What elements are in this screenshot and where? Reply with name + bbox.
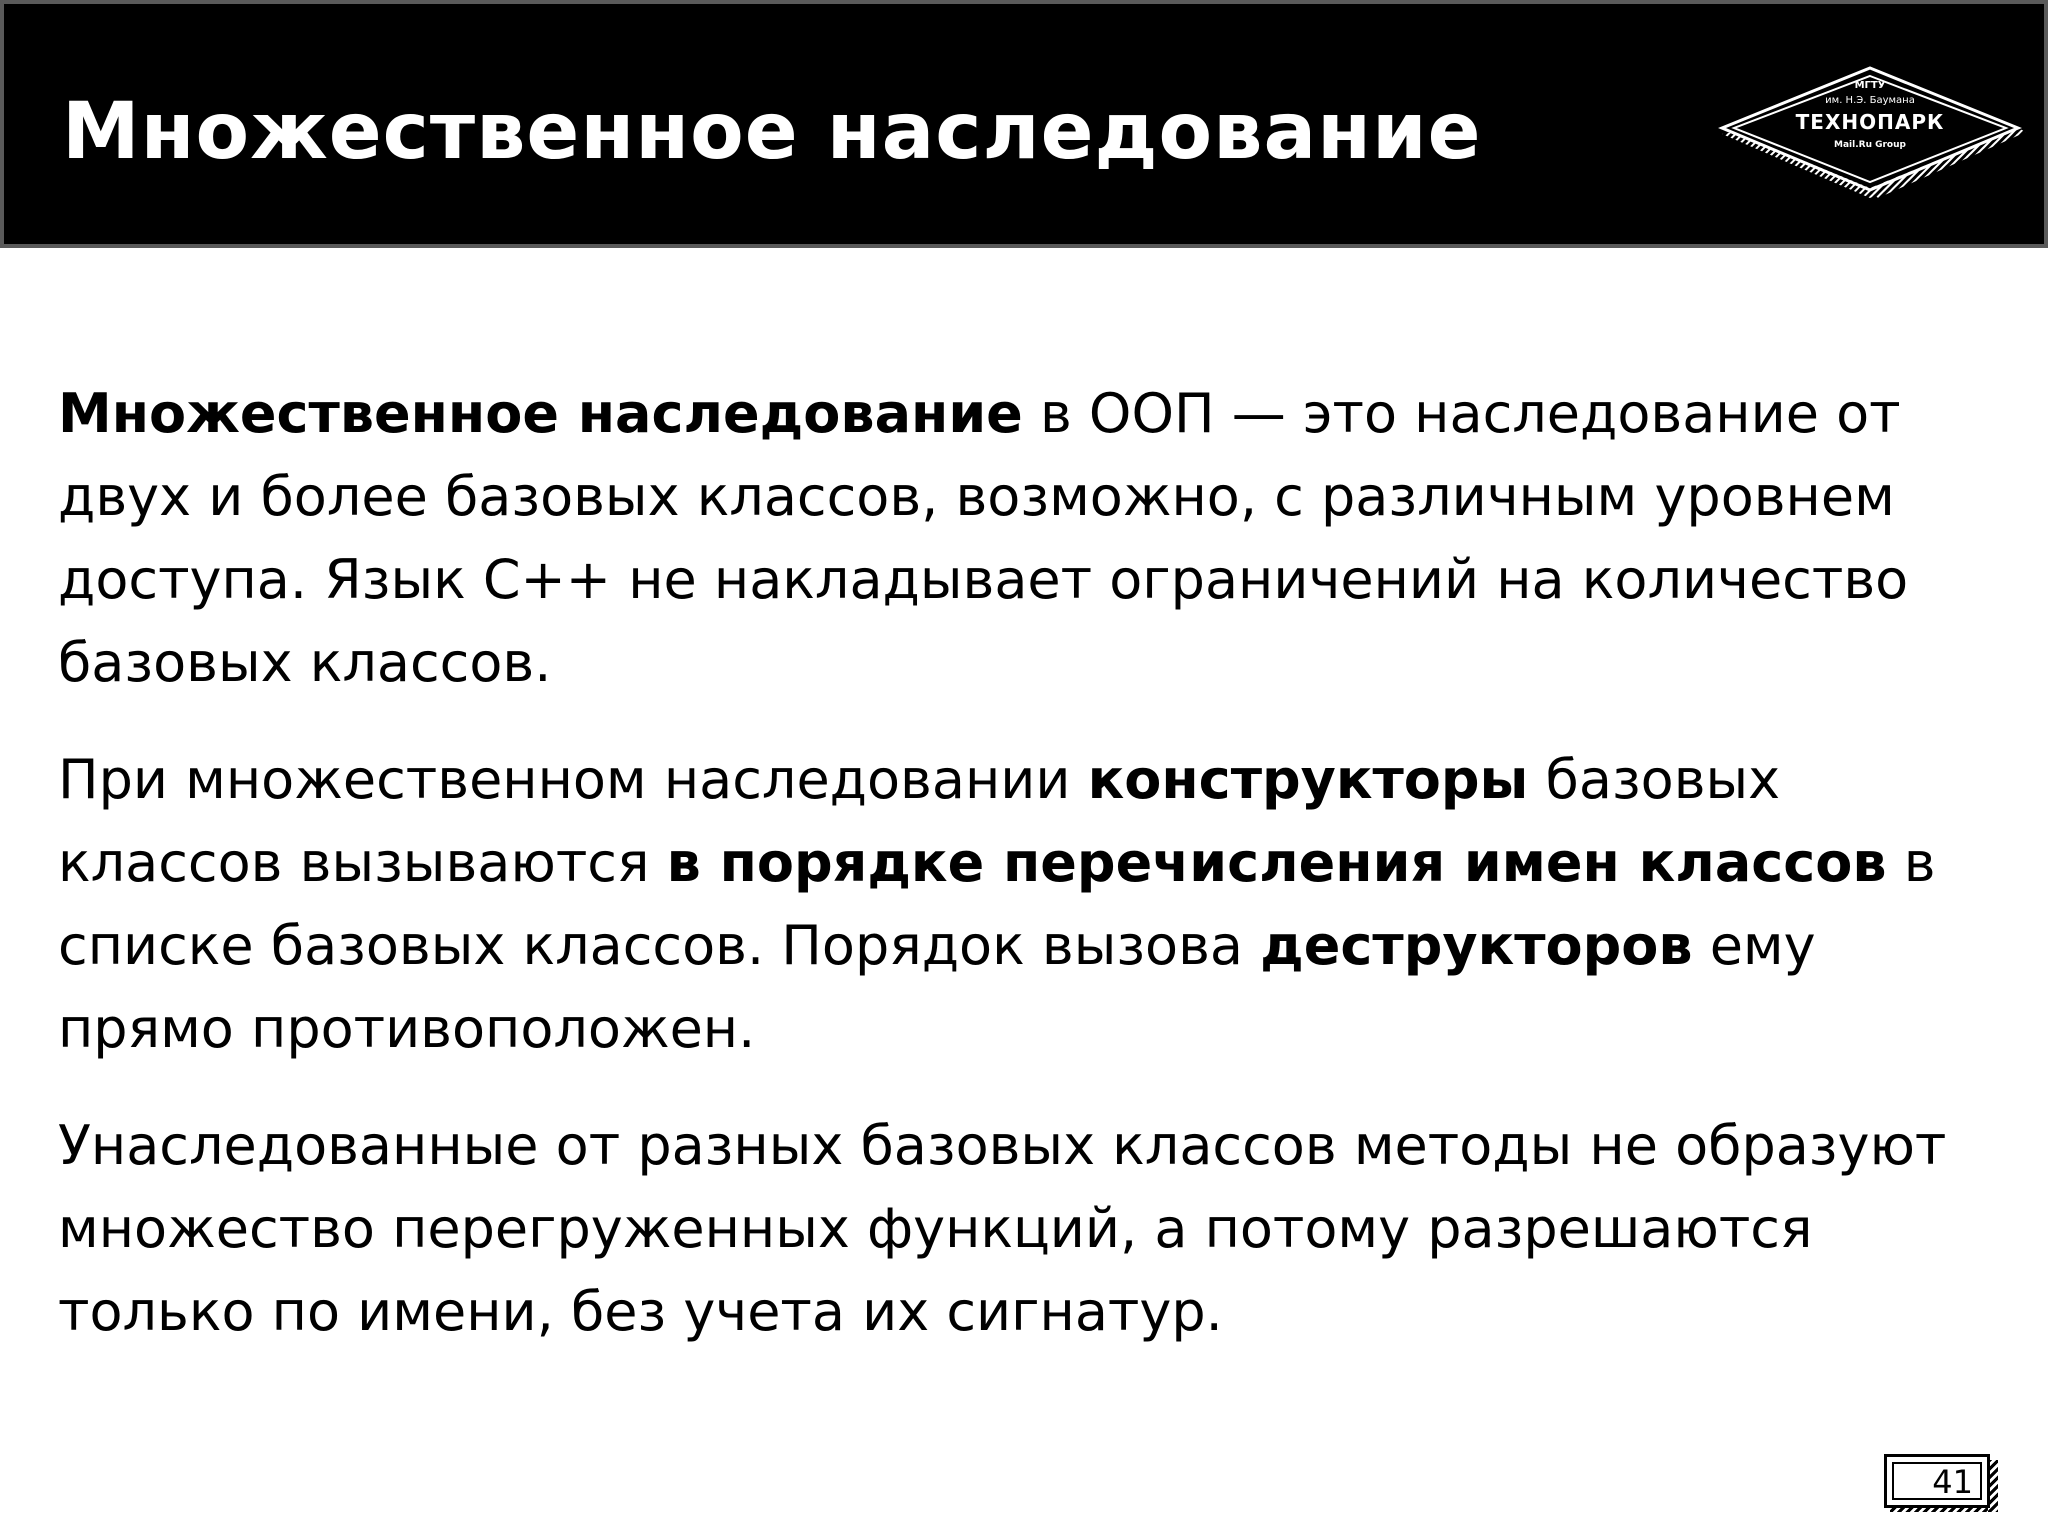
constructors-text-3: в списке базовых классов. Порядок вызова xyxy=(58,831,1936,977)
page-number: 41 xyxy=(1932,1463,1973,1501)
term-multiple-inheritance: Множественное наследование xyxy=(58,382,1023,445)
logo-line-bauman: им. Н.Э. Баумана xyxy=(1825,95,1915,106)
paragraph-constructors xyxy=(58,738,2008,1070)
page-number-box xyxy=(1884,1454,1990,1508)
definition-text: в ООП — это наследование от двух и более базовых классов, возможно, с различным уровнем доступа. Язык C++ не накладывает ограничений на количество базовых классов. xyxy=(58,382,1909,694)
logo-line-mailru: Mail.Ru Group xyxy=(1834,140,1906,150)
methods-text: Унаследованные от разных базовых классов методы не образуют множество перегруженных функций, а потому разрешаются только по имени, без учета их сигнатур. xyxy=(58,1114,1947,1343)
term-destructors: деструкторов xyxy=(1260,914,1693,977)
constructors-text-1: При множественном наследовании xyxy=(58,748,1088,811)
paragraph-methods xyxy=(58,1104,2008,1353)
paragraph-definition xyxy=(58,372,2008,704)
logo-line-mgtu: МГТУ xyxy=(1854,80,1886,91)
constructors-text-2: базовых классов вызываются xyxy=(58,748,1781,894)
technopark-logo xyxy=(1712,50,2028,210)
slide-title: Множественное наследование xyxy=(62,87,1482,177)
slide-content xyxy=(58,372,2008,1387)
constructors-text-4: ему прямо противоположен. xyxy=(58,914,1816,1060)
term-constructors: конструкторы xyxy=(1087,748,1529,811)
term-order: в порядке перечисления имен классов xyxy=(666,831,1887,894)
slide-header xyxy=(0,0,2048,248)
logo-line-technopark: ТЕХНОПАРК xyxy=(1795,110,1945,134)
